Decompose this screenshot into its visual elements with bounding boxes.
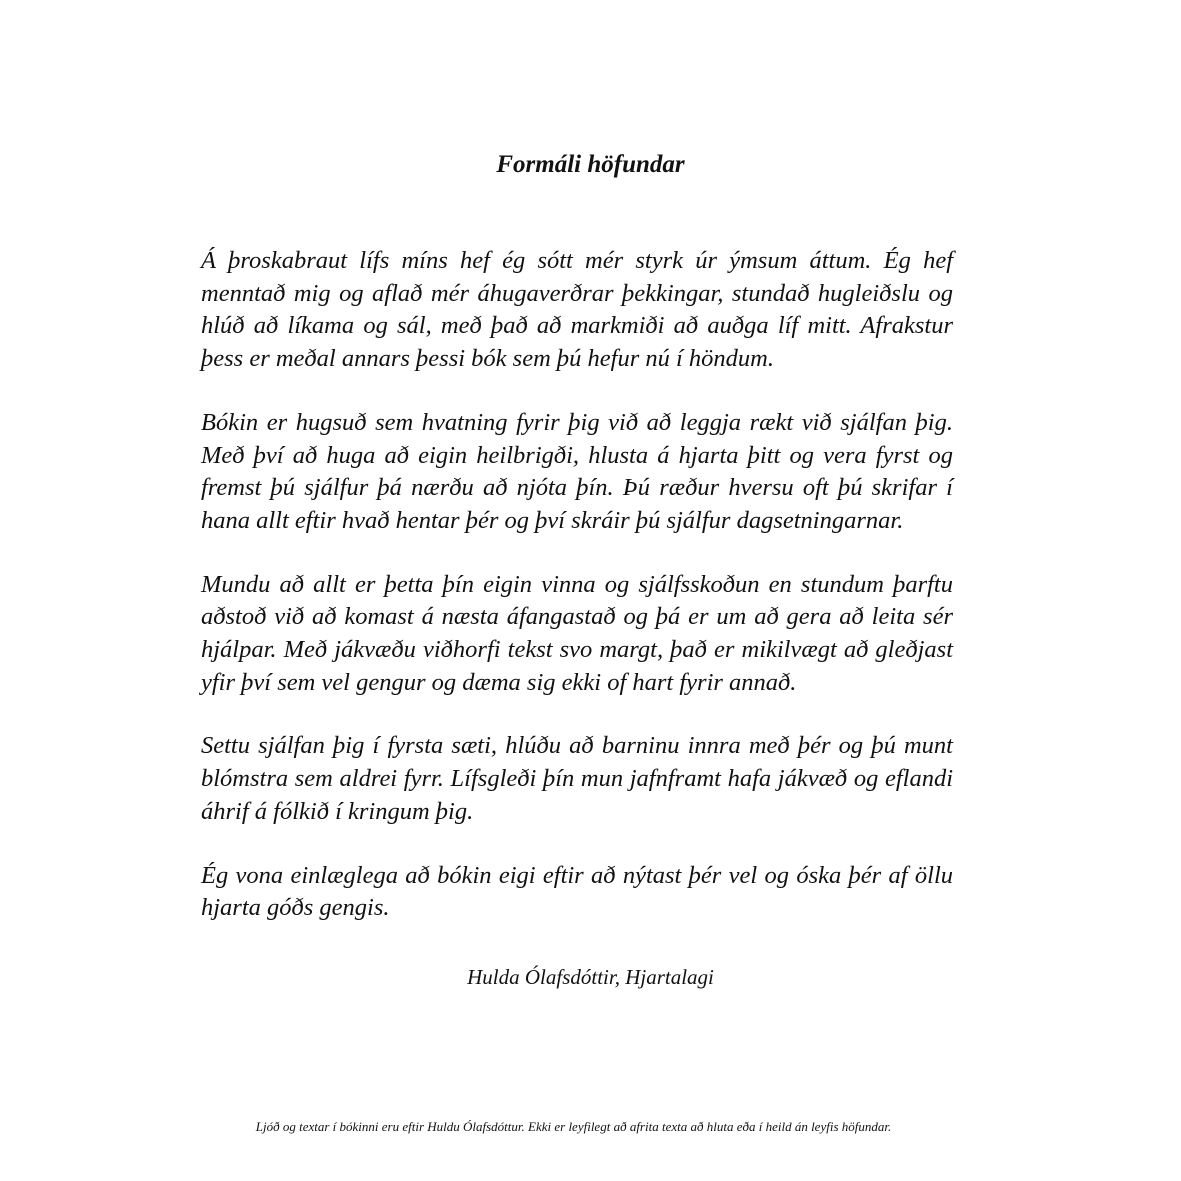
paragraph: Á þroskabraut lífs míns hef ég sótt mér styrk úr ýmsum áttum. Ég hef menntað mig og aflað mér áhugaverðrar þekkingar, stundað hugleiðslu og hlúð að líkama og sál, með það að markmiði að auðga líf mitt. Afrakstur þess er meðal annars þessi bók sem þú hefur nú í höndum. [201, 247, 953, 373]
paragraph: Settu sjálfan þig í fyrsta sæti, hlúðu að barninu innra með þér og þú munt blómstra sem aldrei fyrr. Lífsgleði þín mun jafnframt hafa jákvæð og eflandi áhrif á fólkið í kringum þig. [201, 732, 953, 825]
page-title: Formáli höfundar [496, 151, 685, 178]
paragraph: Bókin er hugsuð sem hvatning fyrir þig við að leggja rækt við sjálfan þig. Með því að huga að eigin heilbrigði, hlusta á hjarta þitt og vera fyrst og fremst þú sjálfur þá nærðu að njóta þín. Þú ræður hversu oft þú skrifar í hana allt eftir hvað hentar þér og því skráir þú sjálfur dagsetningarnar. [201, 408, 953, 534]
paragraph: Mundu að allt er þetta þín eigin vinna og sjálfsskoðun en stundum þarftu aðstoð við að komast á næsta áfangastað og þá er um að gera að leita sér hjálpar. Með jákvæðu viðhorfi tekst svo margt, það er mikilvægt að gleðjast yfir því sem vel gengur og dæma sig ekki of hart fyrir annað. [201, 570, 953, 696]
copyright-footer: Ljóð og textar í bókinni eru eftir Huldu Ólafsdóttur. Ekki er leyfilegt að afrita texta að hluta eða í heild án leyfis höfundar. [255, 1119, 892, 1134]
paragraph: Ég vona einlæglega að bókin eigi eftir að nýtast þér vel og óska þér af öllu hjarta góðs gengis. [201, 861, 953, 922]
preface-body [201, 245, 953, 956]
author-signature: Hulda Ólafsdóttir, Hjartalagi [467, 965, 714, 989]
